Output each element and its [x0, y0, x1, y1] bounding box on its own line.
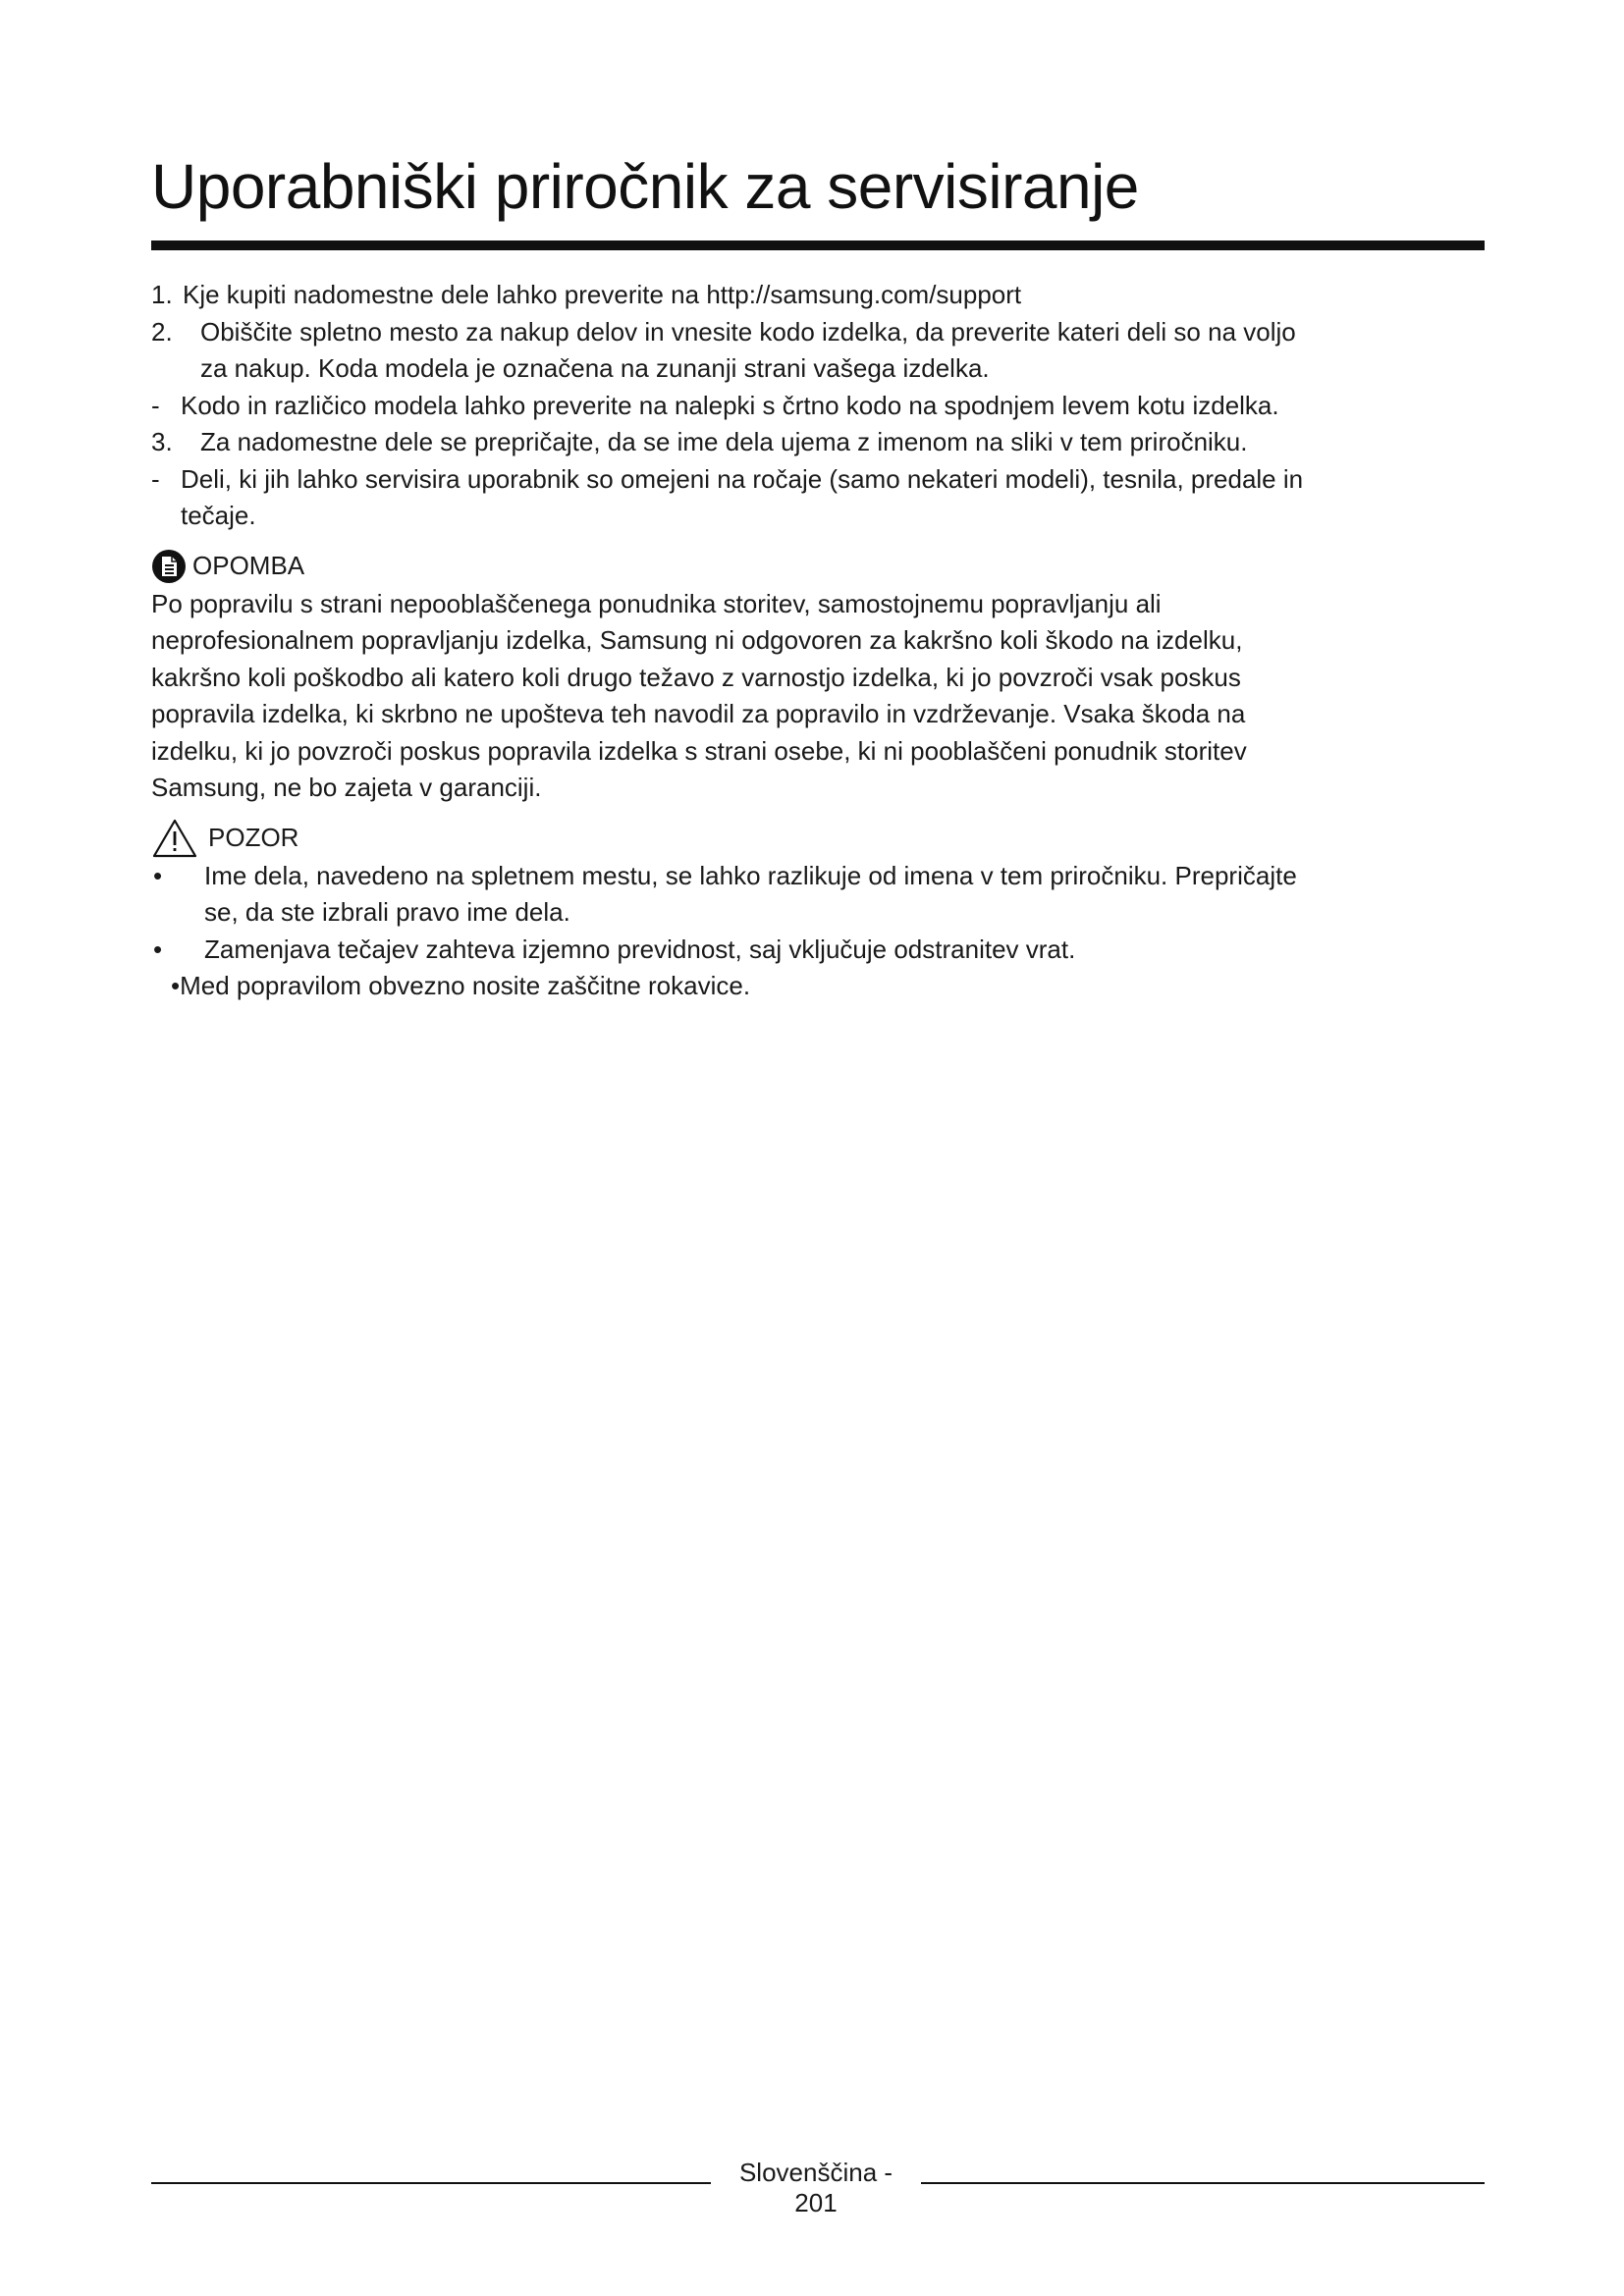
- title-divider: [151, 240, 1485, 250]
- caution-bullet: [151, 858, 1329, 932]
- note-icon: [151, 549, 187, 584]
- dash-marker: -: [151, 390, 160, 420]
- footer-rule-left: [151, 2182, 711, 2184]
- subitem-text: Deli, ki jih lahko servisira uporabnik so omejeni na ročaje (samo nekateri modeli), tesnila, predale in tečaje.: [181, 463, 1304, 530]
- footer-rule-right: [921, 2182, 1485, 2184]
- subitem-text: Kodo in različico modela lahko preverite na nalepki s črtno kodo na spodnjem levem kotu izdelka.: [181, 390, 1279, 420]
- page-number: Slovenščina - 201: [738, 2158, 893, 2217]
- step-2: [151, 314, 1329, 388]
- caution-bullet: [151, 932, 1329, 969]
- document-body: [151, 277, 1329, 1005]
- caution-heading: [151, 819, 1329, 858]
- bullet-marker: •: [153, 860, 163, 890]
- step-1: [151, 277, 1329, 314]
- step-2-subitem: [151, 388, 1329, 425]
- page-footer: [151, 2156, 1485, 2217]
- bullet-text: Ime dela, navedeno na spletnem mestu, se lahko razlikuje od imena v tem priročniku. Prepričajte se, da ste izbrali pravo ime dela.: [204, 860, 1297, 927]
- caution-label: POZOR: [208, 822, 299, 852]
- dash-marker: -: [151, 463, 160, 494]
- caution-last-item: •Med popravilom obvezno nosite zaščitne rokavice.: [171, 971, 751, 1000]
- step-3: [151, 424, 1329, 461]
- warning-icon: [151, 818, 198, 859]
- step-number: 3.: [151, 427, 173, 456]
- step-3-subitem: [151, 461, 1329, 535]
- bullet-text: Zamenjava tečajev zahteva izjemno previdnost, saj vključuje odstranitev vrat.: [204, 934, 1076, 964]
- note-text: Po popravilu s strani nepooblaščenega ponudnika storitev, samostojnemu popravljanju ali neprofesionalnem popravljanju izdelka, Samsung ni odgovoren za kakršno koli škodo na izdelku, kakršno koli poškodbo ali katero koli drugo težavo z varnostjo izdelka, ki jo povzroči vsak poskus popravila izdelka, ki skrbno ne upošteva teh navodil za popravilo in vzdrževanje. Vsaka škoda na izdelku, ki jo povzroči poskus popravila izdelka s strani osebe, ki ni pooblaščeni ponudnik storitev Samsung, ne bo zajeta v garanciji.: [151, 588, 1247, 802]
- note-label: OPOMBA: [192, 550, 305, 580]
- step-text: Obiščite spletno mesto za nakup delov in vnesite kodo izdelka, da preverite kateri deli so na voljo za nakup. Koda modela je označena na zunanji strani vašega izdelka.: [200, 316, 1296, 383]
- step-number: 1.: [151, 280, 173, 309]
- step-text: Kje kupiti nadomestne dele lahko preverite na http://samsung.com/support: [183, 280, 1022, 309]
- page-title: Uporabniški priročnik za servisiranje: [151, 151, 1139, 222]
- note-heading: [151, 547, 1329, 586]
- bullet-marker: •: [153, 934, 163, 964]
- step-text: Za nadomestne dele se prepričajte, da se ime dela ujema z imenom na sliki v tem priročniku.: [200, 427, 1248, 456]
- step-number: 2.: [151, 316, 173, 347]
